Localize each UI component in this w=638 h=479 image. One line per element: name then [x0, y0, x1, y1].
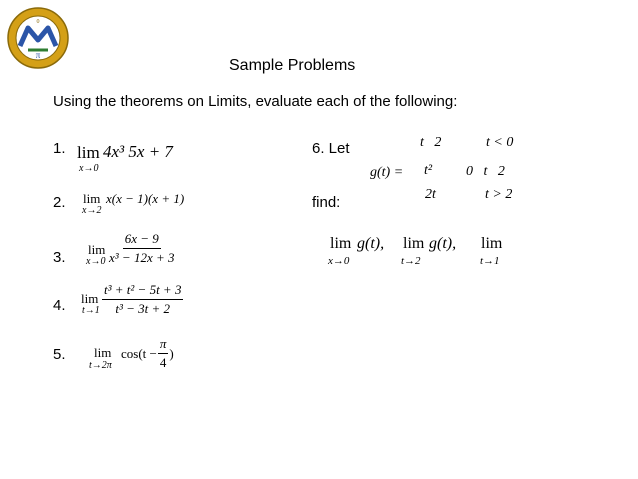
expression-part: cos(t − [121, 345, 157, 361]
numerator: t³ + t² − 5t + 3 [102, 282, 183, 300]
lim-label: lim [88, 242, 106, 257]
limit-subscript: x→0 [328, 255, 350, 267]
lim-label: lim [481, 235, 503, 252]
expression-text: 4x³ 5x + 7 [103, 142, 173, 161]
expression-part: ) [169, 345, 174, 361]
numerator: 6x − 9 [123, 231, 161, 249]
problem-number: 2. [53, 194, 66, 211]
limit-subscript: x→2 [82, 205, 102, 216]
piecewise-cond: 0 t 2 [466, 164, 505, 179]
svg-text:0: 0 [36, 19, 40, 25]
university-logo [6, 6, 70, 70]
lim-label: lim [81, 291, 99, 306]
piecewise-cond: t > 2 [485, 187, 513, 202]
limit-subscript: x→0 [86, 256, 106, 267]
lim-label: lim [77, 143, 100, 162]
limit-subscript: t→1 [480, 255, 500, 267]
limit-subscript: t→2π [89, 360, 112, 371]
numerator: π [158, 336, 169, 354]
limit-expression: g(t), [357, 235, 385, 252]
page-title: Sample Problems [229, 57, 356, 74]
limit-subscript: t→1 [82, 305, 100, 316]
denominator: x³ − 12x + 3 [109, 250, 175, 265]
problem-expression: x(x − 1)(x + 1) [106, 191, 185, 206]
lim-label: lim [94, 345, 112, 360]
instruction-text: Using the theorems on Limits, evaluate each of the following: [53, 93, 458, 110]
limit-subscript: x→0 [79, 163, 99, 174]
lim-label: lim [330, 235, 352, 252]
problem-6-label: 6. Let [312, 140, 350, 157]
denominator: t³ − 3t + 2 [115, 301, 171, 316]
problem-expression [103, 142, 173, 162]
function-lhs: g(t) = [370, 165, 404, 180]
piecewise-expr: 2t [425, 187, 436, 202]
denominator: 4 [159, 355, 167, 370]
problem-number: 3. [53, 249, 66, 266]
problem-number: 5. [53, 346, 66, 363]
problem-1 [53, 140, 66, 158]
svg-text:π: π [35, 50, 41, 60]
piecewise-expr: t² [424, 163, 433, 178]
limit-expression: g(t), [429, 235, 457, 252]
problem-expression [121, 336, 174, 371]
fraction [102, 282, 183, 317]
lim-label: lim [83, 191, 101, 206]
piecewise-cond: t < 0 [486, 135, 514, 150]
problem-number: 1. [53, 140, 66, 157]
limit-operator [77, 143, 100, 163]
lim-label: lim [403, 235, 425, 252]
university-seal-icon [6, 6, 70, 70]
find-label: find: [312, 194, 341, 211]
piecewise-expr: t 2 [420, 135, 442, 150]
problem-number: 4. [53, 297, 66, 314]
limit-subscript: t→2 [401, 255, 421, 267]
fraction [107, 231, 176, 266]
